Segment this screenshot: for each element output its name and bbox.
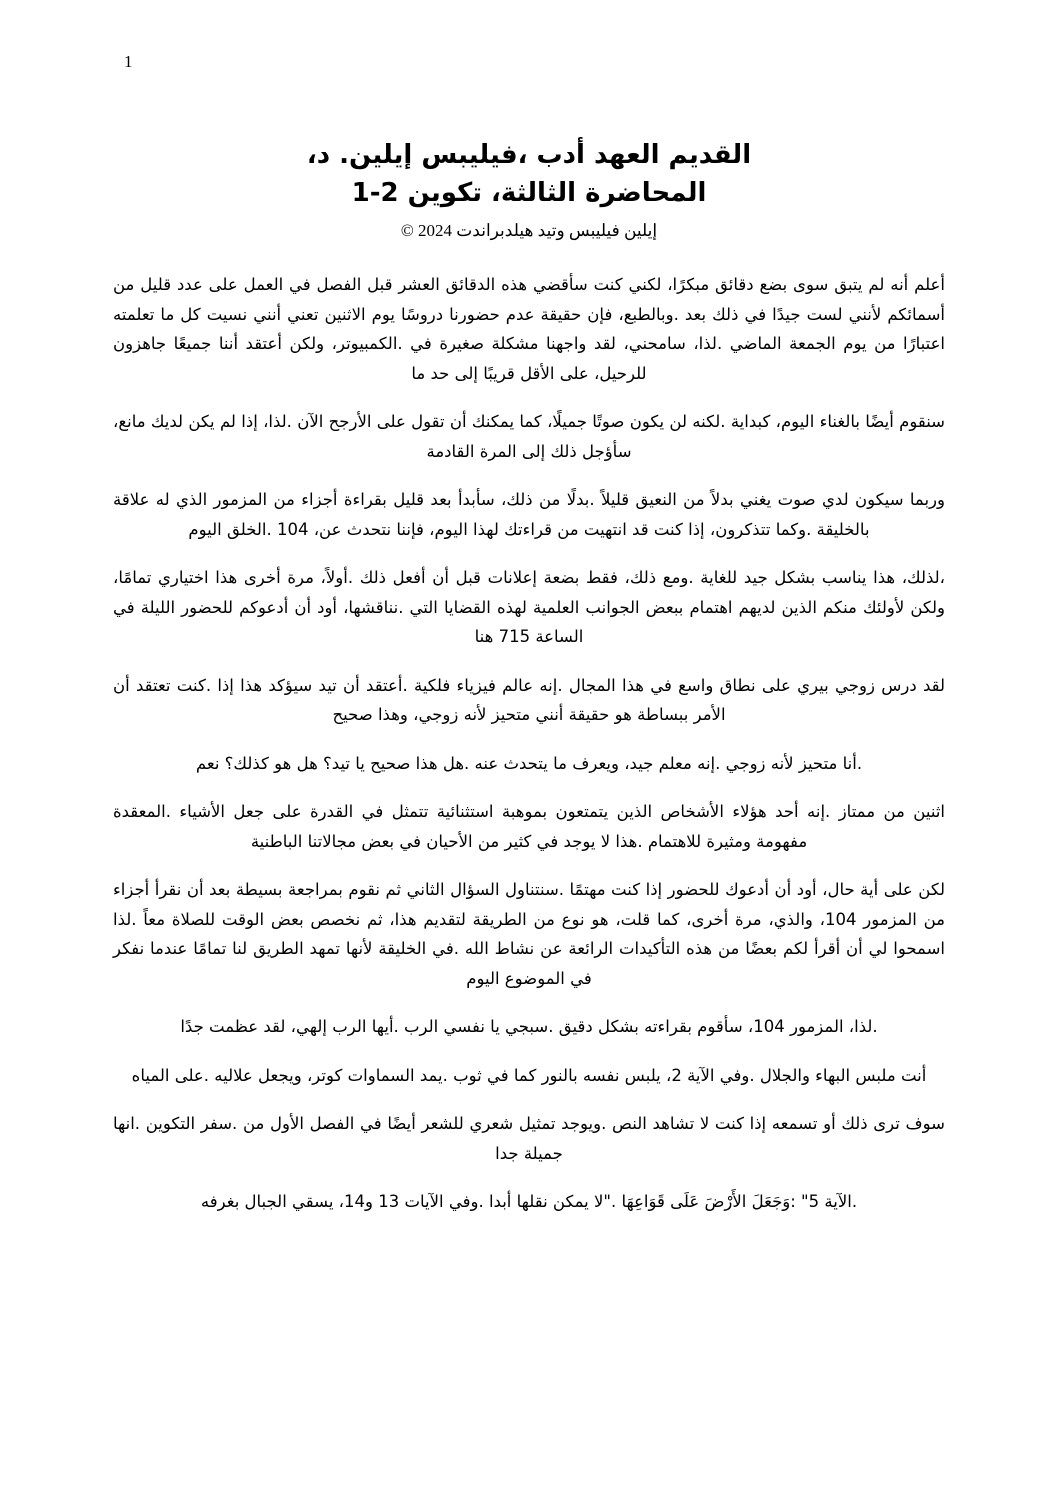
paragraph-6: .أنا متحيز لأنه زوجي .إنه معلم جيد، ويعرف ما يتحدث عنه .هل هذا صحيح يا تيد؟ هل هو كذلك؟ نعم bbox=[195, 753, 863, 773]
page-number: 1 bbox=[124, 52, 133, 71]
paragraph-9: .لذا، المزمور 104، سأقوم بقراءته بشكل دقيق .سبجي يا نفسي الرب .أيها الرب إلهي، لقد عظمت جدًا bbox=[180, 1017, 878, 1036]
paragraph-2: سنقوم أيضًا بالغناء اليوم، كبداية .لكنه لن يكون صوتًا جميلًا، كما يمكنك أن تقول على الأرجح الآن .لذا، إذا لم يكن لديك مانع، سأؤجل ذلك إلى المرة القادمة bbox=[113, 412, 945, 461]
title-line-1: القديم العهد أدب ،فيليبس إيلين. د، bbox=[306, 140, 752, 170]
paragraph-10: أنت ملبس البهاء والجلال .وفي الآية 2، يلبس نفسه بالنور كما في ثوب .يمد السماوات كوتر، ويجعل علاليه .على المياه bbox=[131, 1065, 927, 1085]
title-block bbox=[113, 136, 945, 244]
paragraph-3: وربما سيكون لدي صوت يغني بدلاً من النعيق قليلاً .بدلًا من ذلك، سأبدأ بعد قليل بقراءة أجزاء من المزمور الذي له علاقة بالخليقة .وكما تتذكرون، إذا كنت قد انتهيت من قراءتك لهذا اليوم، فإننا نتحدث عن، 104 .الخلق اليوم bbox=[113, 490, 945, 539]
paragraph-12: .الآية 5" :وَجَعَلَ الأَرْضَ عَلَى قَوَاعِهَا ."لا يمكن نقلها أبدا .وفي الآيات 13 و14، يسقي الجبال بغرفه bbox=[200, 1192, 858, 1211]
paragraph-7: اثنين من ممتاز .إنه أحد هؤلاء الأشخاص الذين يتمتعون بموهبة استثنائية تتمثل في القدرة على جعل الأشياء .المعقدة مفهومة ومثيرة للاهتمام .هذا لا يوجد في كثير من الأحيان في بعض مجالاتنا الباطنية bbox=[113, 802, 945, 851]
title-line-2: المحاضرة الثالثة، تكوين 2-1 bbox=[351, 178, 707, 208]
paragraph-8: لكن على أية حال، أود أن أدعوك للحضور إذا كنت مهتمًا .سنتناول السؤال الثاني ثم نقوم بمراجعة بسيطة بعد أن نقرأ أجزاء من المزمور 104، والذي، مرة أخرى، كما قلت، هو نوع من الطريقة لتقديم هذا، ثم نخصص بعض الوقت للصلاة معاً .لذا اسمحوا لي أن أقرأ لكم بعضًا من هذه التأكيدات الرائعة عن نشاط الله .في الخليقة لأنها تمهد الطريق لنا تمامًا عندما نفكر في الموضوع اليوم bbox=[113, 880, 945, 988]
paragraph-11: سوف ترى ذلك أو تسمعه إذا كنت لا تشاهد النص .ويوجد تمثيل شعري للشعر أيضًا في الفصل الأول من .سفر التكوين .انها جميلة جدا bbox=[113, 1114, 945, 1163]
copyright-line: إيلين فيليبس وتيد هيلدبراندت 2024 © bbox=[400, 221, 658, 240]
paragraph-5: لقد درس زوجي بيري على نطاق واسع في هذا المجال .إنه عالم فيزياء فلكية .أعتقد أن تيد سيؤكد هذا إذا .كنت تعتقد أن الأمر ببساطة هو حقيقة أنني متحيز لأنه زوجي، وهذا صحيح bbox=[113, 675, 945, 724]
paragraph-1: أعلم أنه لم يتبق سوى بضع دقائق مبكرًا، لكني كنت سأقضي هذه الدقائق العشر قبل الفصل في العمل على عدد قليل من أسمائكم لأنني لست جيدًا في ذلك بعد .وبالطبع، فإن حقيقة عدم حضورنا دروسًا يوم الاثنين تعني أنني نسيت كل ما تعلمته اعتبارًا من يوم الجمعة الماضي .لذا، سامحني، لقد واجهنا مشكلة صغيرة في .الكمبيوتر، ولكن أعتقد أننا جميعًا جاهزون للرحيل، على الأقل قريبًا إلى حد ما bbox=[113, 275, 945, 383]
paragraph-4: ،لذلك، هذا يناسب بشكل جيد للغاية .ومع ذلك، فقط بضعة إعلانات قبل أن أفعل ذلك .أولاً، مرة أخرى هذا اختياري تمامًا، ولكن لأولئك منكم الذين لديهم اهتمام ببعض الجوانب العلمية لهذه القضايا التي .نناقشها، أود أن أدعوكم للحضور الليلة في الساعة 715 هنا bbox=[113, 568, 945, 646]
body-text bbox=[113, 270, 945, 1217]
